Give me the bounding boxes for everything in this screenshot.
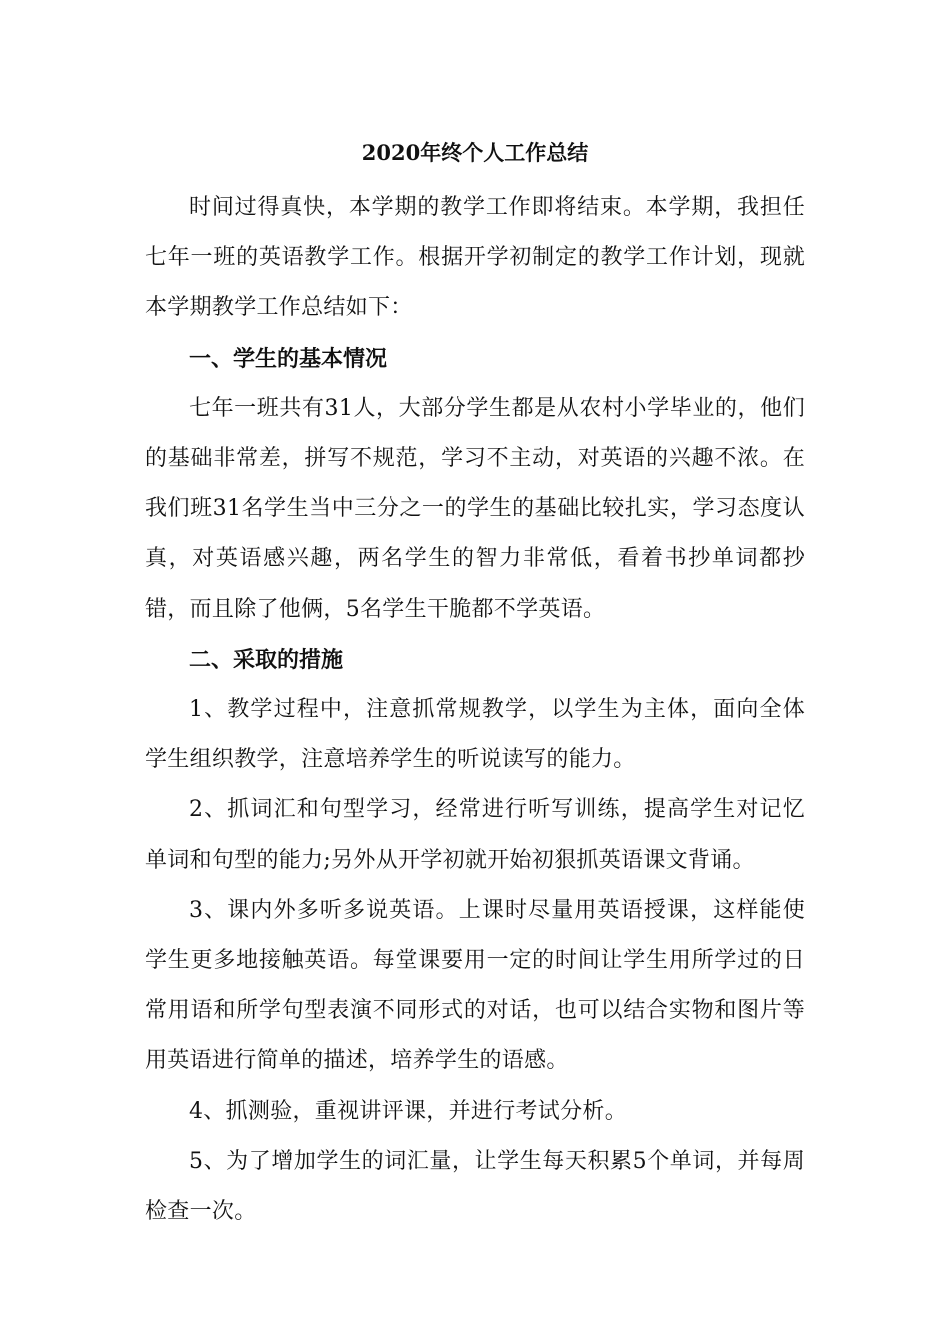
intro-paragraph: 时间过得真快，本学期的教学工作即将结束。本学期，我担任七年一班的英语教学工作。根据开学初制定的教学工作计划，现就本学期教学工作总结如下：: [145, 195, 805, 321]
students-paragraph: 七年一班共有31人，大部分学生都是从农村小学毕业的，他们的基础非常差，拼写不规范，学习不主动，对英语的兴趣不浓。在我们班31名学生当中三分之一的学生的基础比较扎实，学习态度认真，对英语感兴趣，两名学生的智力非常低，看着书抄单词都抄错，而且除了他俩，5名学生干脆都不学英语。: [145, 395, 805, 622]
section-heading-students: 一、学生的基本情况: [189, 345, 388, 372]
measure-item-5: 5、为了增加学生的词汇量，让学生每天积累5个单词，并每周检查一次。: [145, 1148, 805, 1225]
measure-item-4: 4、抓测验，重视讲评课，并进行考试分析。: [189, 1098, 627, 1124]
measure-item-1: 1、教学过程中，注意抓常规教学，以学生为主体，面向全体学生组织教学，注意培养学生的听说读写的能力。: [145, 697, 805, 773]
section-heading-measures: 二、采取的措施: [189, 646, 344, 673]
document-title: 2020年终个人工作总结: [361, 140, 589, 165]
measure-item-2: 2、抓词汇和句型学习，经常进行听写训练，提高学生对记忆单词和句型的能力;另外从开学初就开始初狠抓英语课文背诵。: [145, 797, 805, 873]
measure-item-3: 3、课内外多听多说英语。上课时尽量用英语授课，这样能使学生更多地接触英语。每堂课要用一定的时间让学生用所学过的日常用语和所学句型表演不同形式的对话，也可以结合实物和图片等用英语进行简单的描述，培养学生的语感。: [145, 897, 805, 1074]
document-body: [145, 135, 805, 1237]
